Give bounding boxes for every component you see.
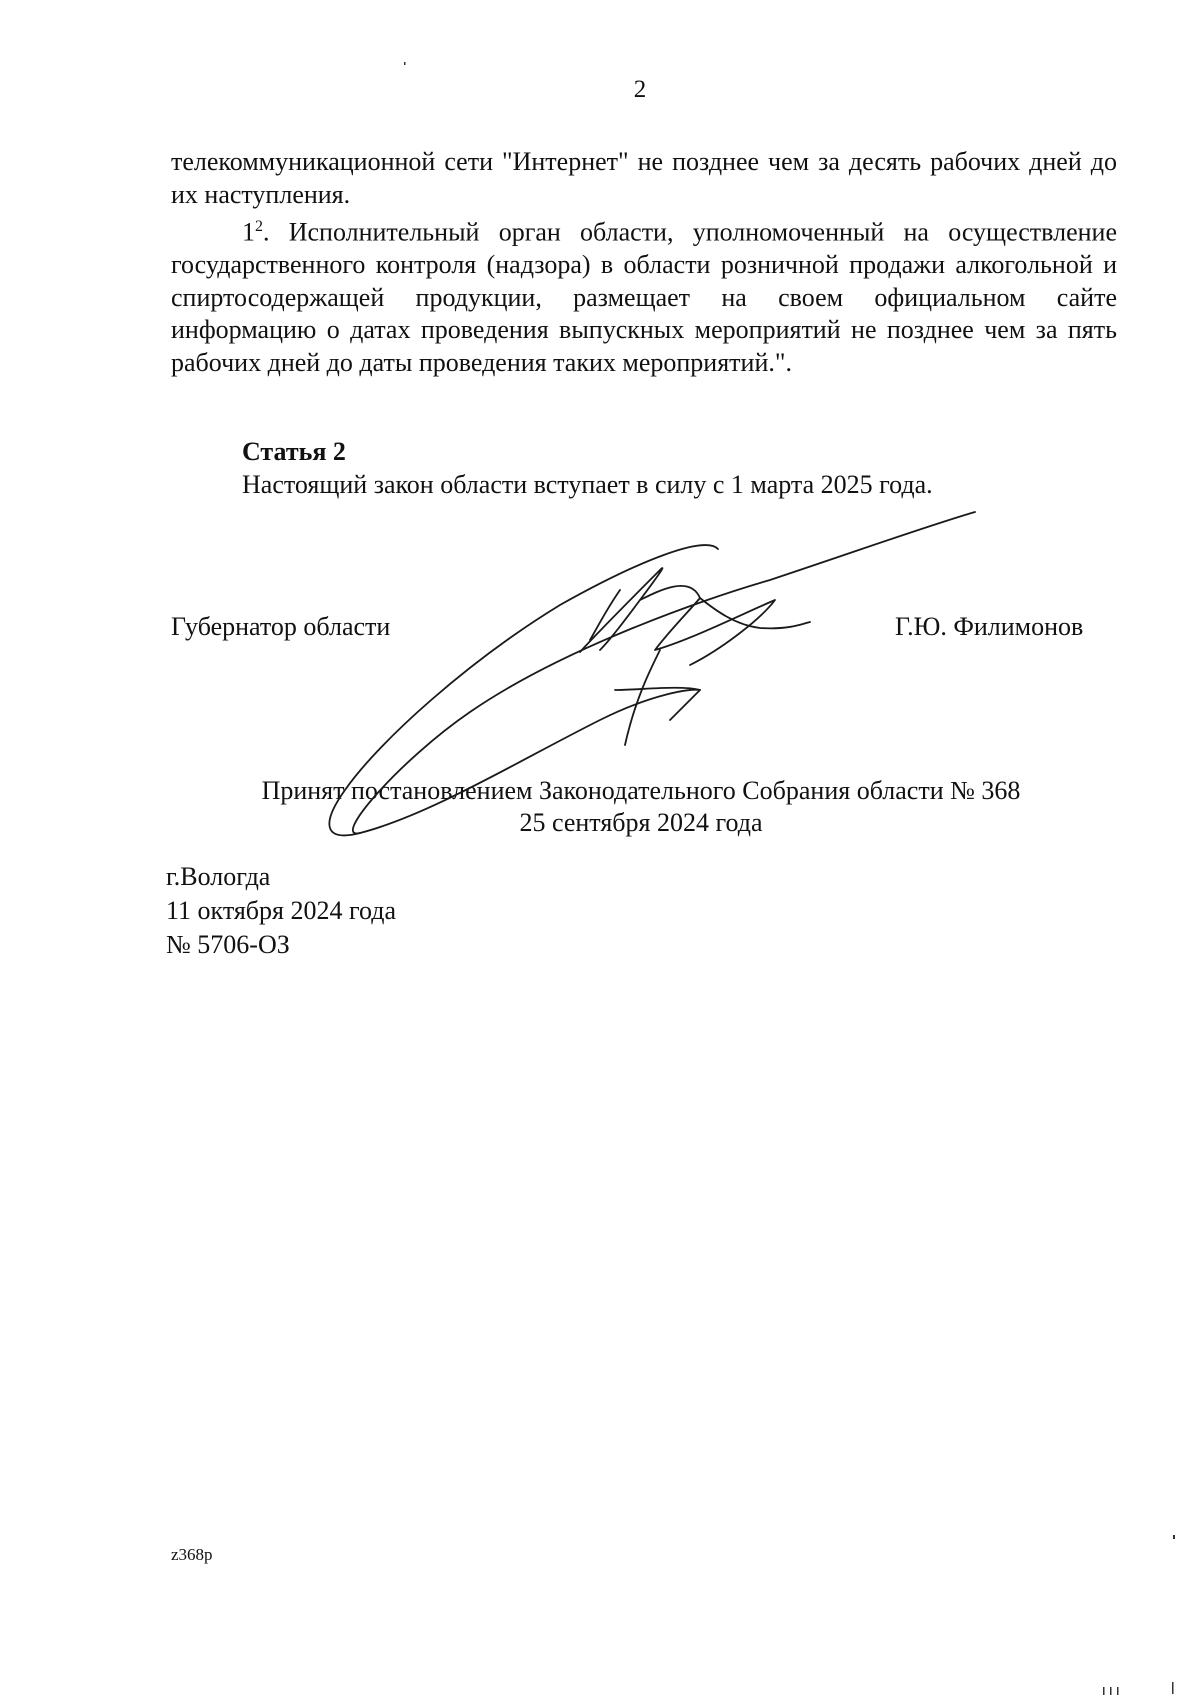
clause-superscript: 2 [255, 218, 263, 235]
page-number: 2 [633, 76, 647, 103]
adoption-note [0, 775, 1200, 839]
law-number: № 5706-ОЗ [166, 930, 290, 959]
place-date-block [166, 860, 396, 962]
clause-text: . Исполнительный орган области, уполномоченный на осуществление государственного контроля (надзора) в области розничной продажи алкогольной и спиртосодержащей продукции, размещает на своем официальном сайте информацию о датах проведения выпускных мероприятий не позднее чем за пять рабочих дней до даты проведения таких мероприятий.". [171, 217, 1117, 377]
clause-paragraph [171, 211, 1117, 379]
clause-paragraph-text [171, 211, 1117, 379]
continuation-paragraph-text: телекоммуникационной сети "Интернет" не позднее чем за десять рабочих дней до их наступления. [171, 147, 1117, 209]
signing-date: 11 октября 2024 года [166, 896, 397, 925]
article-text: Настоящий закон области вступает в силу с 1 марта 2025 года. [242, 470, 933, 499]
footer-code: z368p [171, 1545, 213, 1564]
signatory-title: Губернатор области [171, 612, 391, 641]
article-heading: Статья 2 [242, 437, 346, 466]
city: г.Вологда [166, 862, 271, 891]
continuation-paragraph [171, 146, 1117, 211]
adoption-line-2: 25 сентября 2024 года [519, 808, 763, 837]
signatory-name: Г.Ю. Филимонов [895, 612, 1084, 641]
adoption-line-1: Принят постановлением Законодательного Собрания области № 368 [261, 776, 1021, 805]
clause-number: 1 [242, 217, 255, 247]
